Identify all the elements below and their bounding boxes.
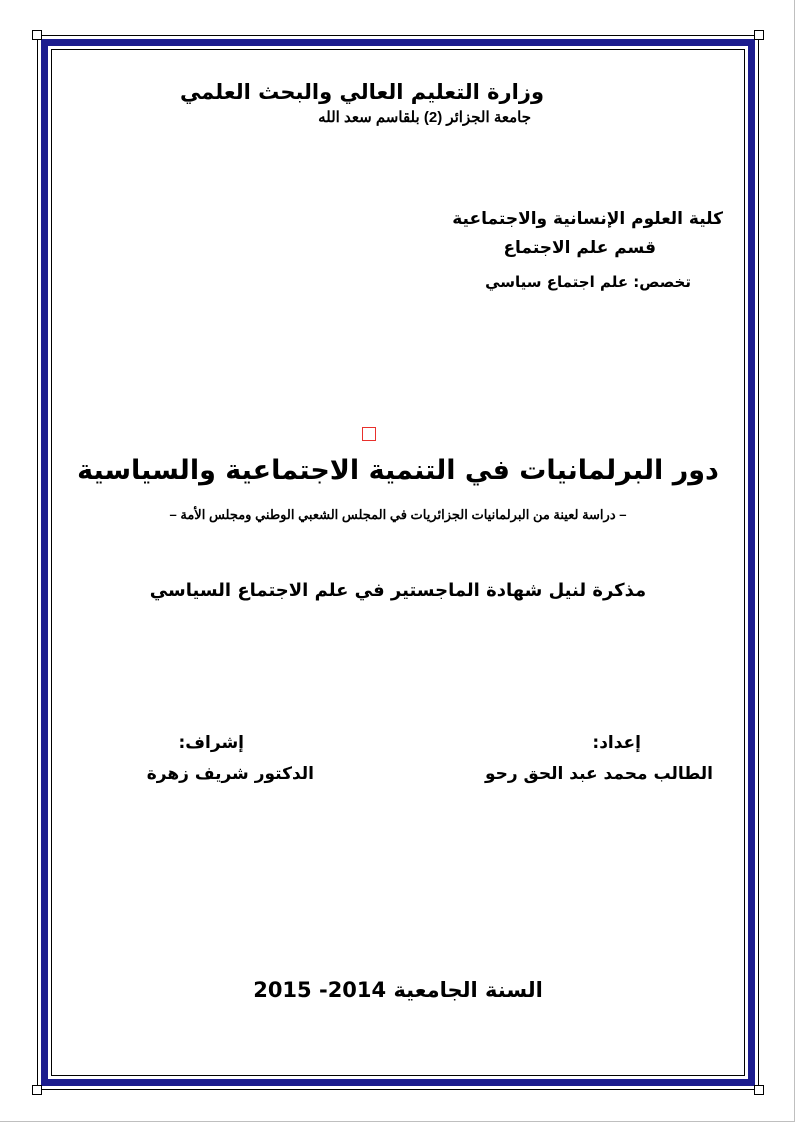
supervisor-name: الدكتور شريف زهرة [146, 764, 314, 784]
corner-bottom-right [754, 1085, 764, 1095]
corner-top-left [32, 30, 42, 40]
corner-bottom-left [32, 1085, 42, 1095]
supervision-label: إشراف: [178, 733, 244, 753]
thesis-subtitle: – دراسة لعينة من البرلمانيات الجزائريات في المجلس الشعبي الوطني ومجلس الأمة – [169, 507, 627, 522]
page-border-inner [51, 49, 745, 1076]
degree-statement: مذكرة لنيل شهادة الماجستير في علم الاجتماع السياسي [149, 580, 647, 601]
corner-top-right [754, 30, 764, 40]
department-name: قسم علم الاجتماع [503, 238, 656, 258]
specialty: تخصص: علم اجتماع سياسي [485, 273, 691, 291]
academic-year: السنة الجامعية 2014- 2015 [253, 978, 543, 1002]
university-name: جامعة الجزائر (2) بلقاسم سعد الله [318, 109, 531, 126]
ministry-name: وزارة التعليم العالي والبحث العلمي [179, 80, 544, 104]
faculty-name: كلية العلوم الإنسانية والاجتماعية [452, 209, 723, 229]
placeholder-square-icon [362, 427, 376, 441]
student-name: الطالب محمد عبد الحق رحو [484, 764, 713, 784]
prepared-by-label: إعداد: [592, 733, 641, 753]
thesis-title: دور البرلمانيات في التنمية الاجتماعية والسياسية [77, 455, 719, 486]
